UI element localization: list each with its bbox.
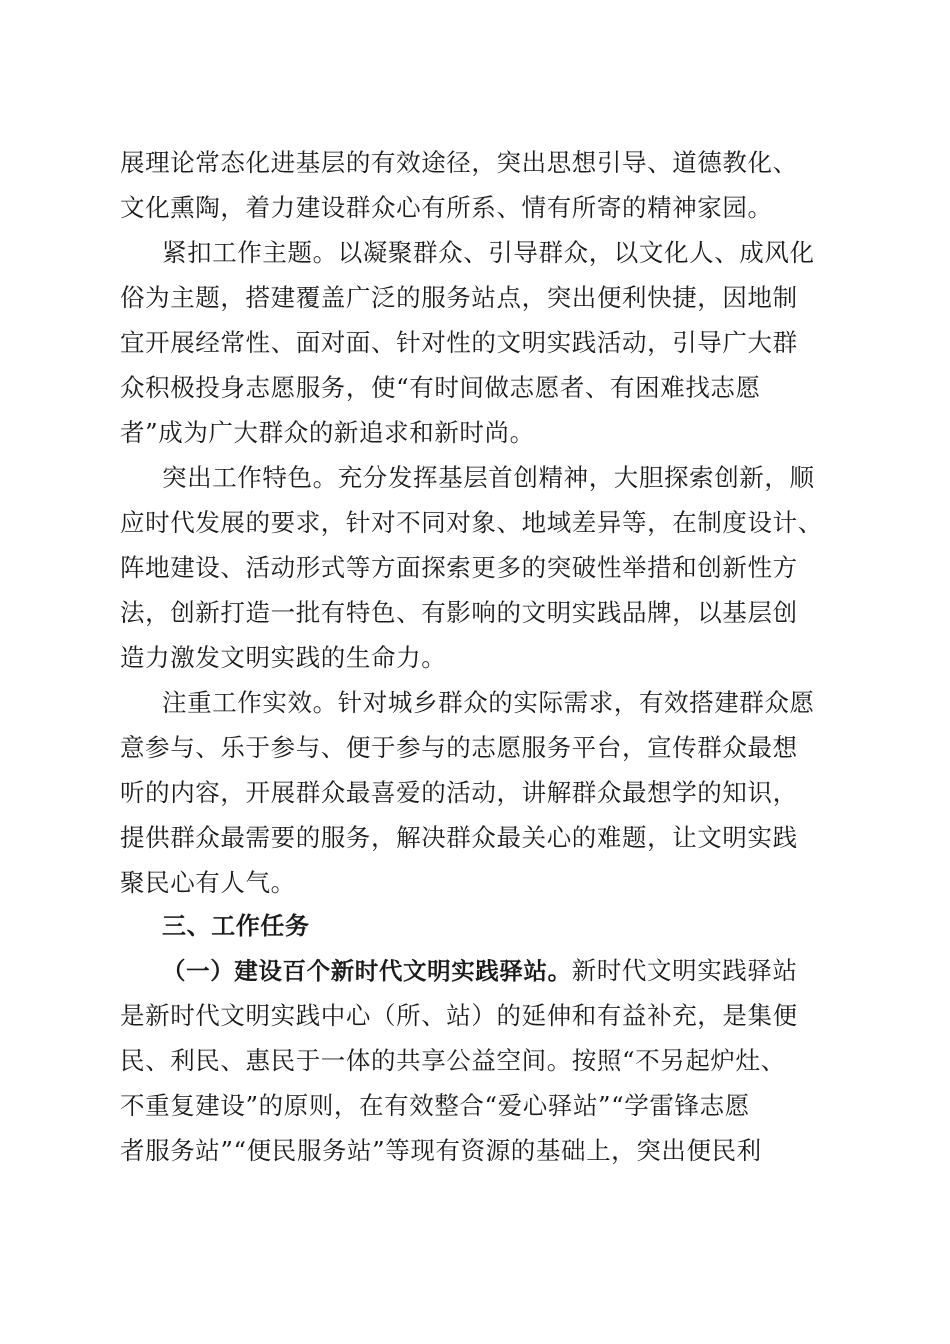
paragraph-line: 者”成为广大群众的新追求和新时尚。 <box>120 418 535 447</box>
paragraph-line: 突出工作特色。充分发挥基层首创精神，大胆探索创新，顺 <box>162 463 815 492</box>
paragraph-line: 文化熏陶，着力建设群众心有所系、情有所寄的精神家园。 <box>120 193 773 222</box>
paragraph-line: 展理论常态化进基层的有效途径，突出思想引导、道德教化、 <box>120 148 798 177</box>
paragraph-line: 应时代发展的要求，针对不同对象、地域差异等，在制度设计、 <box>120 508 823 537</box>
paragraph-line: 意参与、乐于参与、便于参与的志愿服务平台，宣传群众最想 <box>120 733 798 762</box>
paragraph-line: 紧扣工作主题。以凝聚群众、引导群众，以文化人、成风化 <box>162 238 815 267</box>
section-heading: 三、工作任务 <box>162 912 310 940</box>
paragraph-line: 不重复建设”的原则，在有效整合“爱心驿站”“学雷锋志愿 <box>120 1091 750 1120</box>
task-title: （一）建设百个新时代文明实践驿站。 <box>162 957 572 985</box>
paragraph-line: 是新时代文明实践中心（所、站）的延伸和有益补充，是集便 <box>120 1001 798 1030</box>
paragraph-line: 法，创新打造一批有特色、有影响的文明实践品牌，以基层创 <box>120 598 798 627</box>
paragraph-line: 宜开展经常性、面对面、针对性的文明实践活动，引导广大群 <box>120 328 798 357</box>
paragraph-line: 阵地建设、活动形式等方面探索更多的突破性举措和创新性方 <box>120 553 798 582</box>
paragraph-line: 众积极投身志愿服务，使“有时间做志愿者、有困难找志愿 <box>120 373 761 402</box>
paragraph-line: 者服务站”“便民服务站”等现有资源的基础上，突出便民利 <box>120 1136 762 1165</box>
paragraph-line: 提供群众最需要的服务，解决群众最关心的难题，让文明实践 <box>120 823 798 852</box>
paragraph-line: 俗为主题，搭建覆盖广泛的服务站点，突出便利快捷，因地制 <box>120 283 798 312</box>
task-first-line <box>162 949 830 993</box>
paragraph-line: 聚民心有人气。 <box>120 868 296 897</box>
paragraph-line: 注重工作实效。针对城乡群众的实际需求，有效搭建群众愿 <box>162 688 815 717</box>
paragraph-line: 造力激发文明实践的生命力。 <box>120 643 447 672</box>
paragraph-line: 民、利民、惠民于一体的共享公益空间。按照“不另起炉灶、 <box>120 1046 786 1075</box>
task-text: 新时代文明实践驿站 <box>571 956 798 985</box>
paragraph-line: 听的内容，开展群众最喜爱的活动，讲解群众最想学的知识， <box>120 778 798 807</box>
